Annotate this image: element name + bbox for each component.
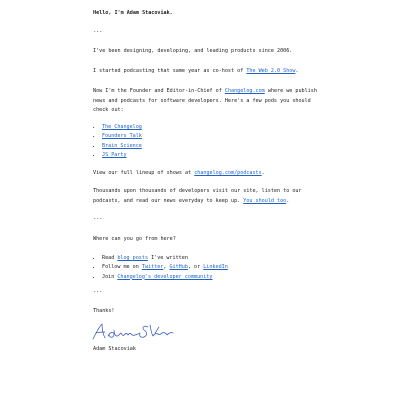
comma: ,: [163, 264, 170, 271]
lineup-line: [93, 170, 328, 177]
comma-or: , or: [187, 264, 204, 271]
pod-link-js-party[interactable]: JS Party: [102, 151, 127, 158]
blog-posts-link[interactable]: blog posts: [117, 255, 149, 261]
list-item: [102, 263, 322, 272]
separator: ---: [93, 289, 103, 295]
linkedin-link[interactable]: LinkedIn: [203, 264, 228, 271]
intro-text: I've been designing, developing, and leading products since 2006.: [93, 48, 293, 54]
where-next-heading: Where can you go from here?: [93, 236, 176, 242]
list-item: [102, 123, 322, 132]
founder-paragraph: [93, 87, 328, 116]
founder-prefix: Now I'm the Founder and Editor-in-Chief of: [93, 88, 225, 94]
twitter-link[interactable]: Twitter: [141, 264, 164, 271]
lineup-suffix: .: [261, 170, 265, 176]
founder-suffix: where we publish news and podcasts for software developers. Here's a few pods you should check out:: [93, 88, 317, 113]
web20-show-link[interactable]: The Web 2.0 Show: [246, 68, 296, 74]
signature-image: [90, 321, 175, 343]
list-item: [102, 273, 322, 282]
thousands-paragraph: [93, 187, 328, 206]
signature-name: Adam Stacoviak: [93, 346, 136, 352]
you-should-too-link[interactable]: You should too: [243, 197, 287, 204]
list-item: [102, 151, 322, 160]
thousands-suffix: .: [286, 197, 290, 204]
pod-link-the-changelog[interactable]: The Changelog: [102, 124, 142, 130]
community-link[interactable]: Changelog's developer community: [117, 273, 213, 280]
thanks-text: Thanks!: [93, 308, 115, 314]
list-item: [102, 142, 322, 151]
list-item: [102, 132, 322, 141]
pods-list: [93, 123, 322, 160]
separator: ---: [93, 216, 103, 222]
intro-podcast-prefix: I started podcasting that same year as co-host of: [93, 68, 247, 74]
pod-link-founders-talk[interactable]: Founders Talk: [102, 133, 142, 140]
follow-prefix: Follow me on: [102, 264, 142, 271]
page-title: Hello, I'm Adam Stacoviak.: [93, 10, 173, 16]
github-link[interactable]: GitHub: [169, 264, 188, 271]
pod-link-brain-science[interactable]: Brain Science: [102, 142, 142, 149]
podcasts-link[interactable]: changelog.com/podcasts: [194, 170, 262, 176]
list-item: [102, 254, 322, 263]
lineup-prefix: View our full lineup of shows at: [93, 170, 195, 176]
read-suffix: I've written: [148, 255, 188, 261]
intro-podcast-line: [93, 68, 328, 75]
next-steps-list: [93, 254, 322, 282]
changelog-link[interactable]: Changelog.com: [224, 88, 265, 94]
intro-podcast-suffix: .: [295, 68, 299, 74]
read-prefix: Read: [102, 255, 118, 261]
join-prefix: Join: [102, 273, 118, 280]
separator: ---: [93, 29, 103, 35]
thousands-text: Thousands upon thousands of developers visit our site, listen to our podcasts, and read our news everyday to keep up.: [93, 188, 302, 204]
